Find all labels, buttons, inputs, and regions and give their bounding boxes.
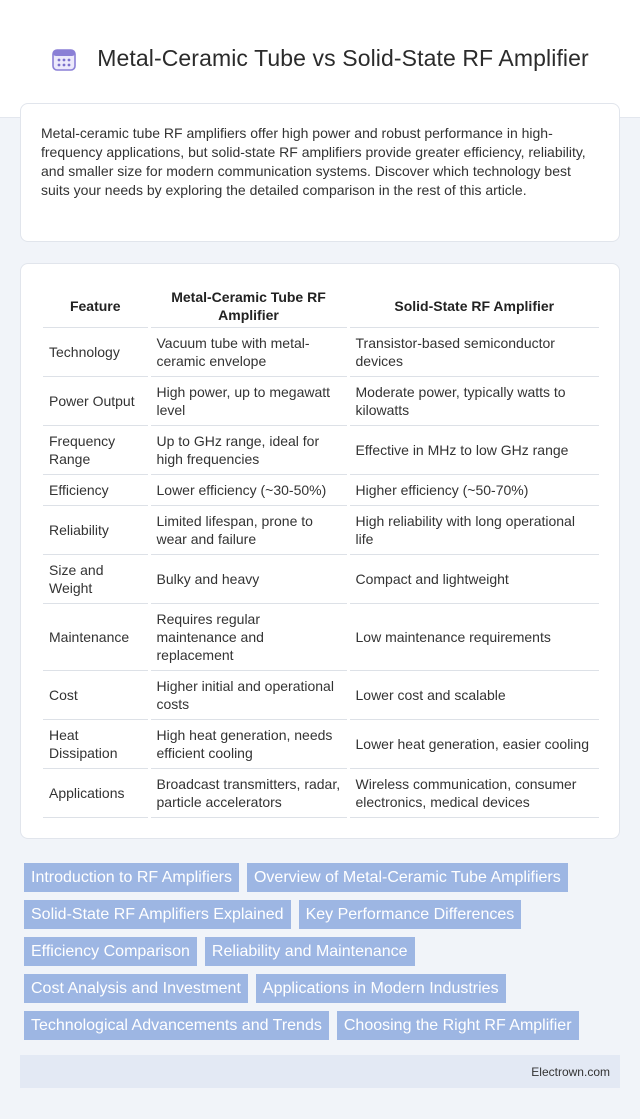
row-solid: Lower heat generation, easier cooling	[348, 720, 599, 769]
table-row	[43, 671, 599, 720]
row-feature: Efficiency	[43, 475, 149, 506]
row-feature: Size and Weight	[43, 555, 149, 604]
intro-text: Metal-ceramic tube RF amplifiers offer high power and robust performance in high-frequency applications, but solid-state RF amplifiers provide greater efficiency, reliability, and smaller size for modern communication systems. Discover which technology best suits your needs by exploring the detailed comparison in the rest of this article.	[41, 125, 586, 198]
row-feature: Cost	[43, 671, 149, 720]
header-feature: Feature	[43, 284, 149, 328]
tag-cost[interactable]: Cost Analysis and Investment	[24, 974, 248, 1003]
row-tube: Limited lifespan, prone to wear and failure	[149, 506, 348, 555]
row-feature: Heat Dissipation	[43, 720, 149, 769]
table-row	[43, 720, 599, 769]
row-solid: Low maintenance requirements	[348, 604, 599, 671]
row-solid: High reliability with long operational life	[348, 506, 599, 555]
row-feature: Frequency Range	[43, 426, 149, 475]
header-tube: Metal-Ceramic Tube RF Amplifier	[149, 284, 348, 328]
row-feature: Reliability	[43, 506, 149, 555]
tag-efficiency[interactable]: Efficiency Comparison	[24, 937, 197, 966]
table-row	[43, 377, 599, 426]
tag-choosing[interactable]: Choosing the Right RF Amplifier	[337, 1011, 579, 1040]
row-feature: Applications	[43, 769, 149, 818]
table-row	[43, 604, 599, 671]
row-feature: Technology	[43, 328, 149, 377]
tag-advancements[interactable]: Technological Advancements and Trends	[24, 1011, 329, 1040]
table-row	[43, 328, 599, 377]
row-tube: Up to GHz range, ideal for high frequencies	[149, 426, 348, 475]
tag-solid-state-explained[interactable]: Solid-State RF Amplifiers Explained	[24, 900, 291, 929]
comparison-table	[43, 284, 599, 818]
table-row	[43, 555, 599, 604]
page-title: Metal-Ceramic Tube vs Solid-State RF Amplifier	[97, 45, 589, 71]
header-solid: Solid-State RF Amplifier	[348, 284, 599, 328]
tag-reliability[interactable]: Reliability and Maintenance	[205, 937, 415, 966]
table-row	[43, 769, 599, 818]
row-tube: Broadcast transmitters, radar, particle accelerators	[149, 769, 348, 818]
tag-introduction[interactable]: Introduction to RF Amplifiers	[24, 863, 239, 892]
row-tube: Bulky and heavy	[149, 555, 348, 604]
row-feature: Maintenance	[43, 604, 149, 671]
footer	[20, 1055, 620, 1088]
page-header	[0, 0, 640, 118]
row-tube: Higher initial and operational costs	[149, 671, 348, 720]
row-tube: Lower efficiency (~30-50%)	[149, 475, 348, 506]
row-solid: Effective in MHz to low GHz range	[348, 426, 599, 475]
tag-applications[interactable]: Applications in Modern Industries	[256, 974, 506, 1003]
row-solid: Higher efficiency (~50-70%)	[348, 475, 599, 506]
footer-site[interactable]: Electrown.com	[531, 1064, 610, 1079]
row-solid: Lower cost and scalable	[348, 671, 599, 720]
row-solid: Moderate power, typically watts to kilowatts	[348, 377, 599, 426]
row-solid: Transistor-based semiconductor devices	[348, 328, 599, 377]
tag-overview-tube[interactable]: Overview of Metal-Ceramic Tube Amplifiers	[247, 863, 568, 892]
row-tube: Vacuum tube with metal-ceramic envelope	[149, 328, 348, 377]
calendar-grid-icon	[51, 46, 77, 72]
row-solid: Compact and lightweight	[348, 555, 599, 604]
row-feature: Power Output	[43, 377, 149, 426]
table-header-row	[43, 284, 599, 328]
intro-card	[20, 103, 620, 242]
comparison-card	[20, 263, 620, 839]
row-solid: Wireless communication, consumer electronics, medical devices	[348, 769, 599, 818]
table-row	[43, 506, 599, 555]
row-tube: High heat generation, needs efficient cooling	[149, 720, 348, 769]
row-tube: High power, up to megawatt level	[149, 377, 348, 426]
table-row	[43, 426, 599, 475]
tag-performance-differences[interactable]: Key Performance Differences	[299, 900, 522, 929]
table-row	[43, 475, 599, 506]
topic-tags	[24, 863, 604, 1040]
row-tube: Requires regular maintenance and replacement	[149, 604, 348, 671]
